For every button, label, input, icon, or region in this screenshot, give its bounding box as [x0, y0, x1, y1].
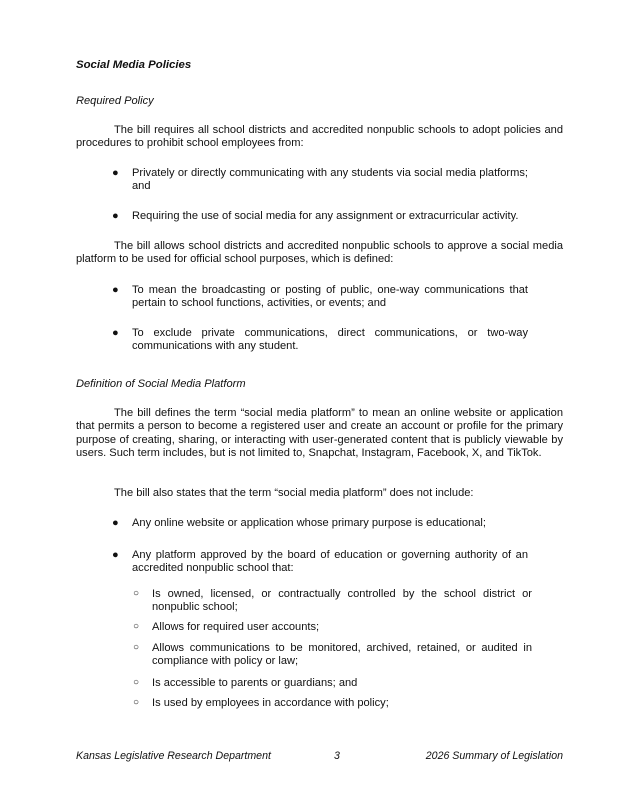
list-item	[112, 210, 528, 223]
definition-heading: Definition of Social Media Platform	[76, 378, 246, 390]
list-item	[112, 167, 528, 194]
bullet-marker: ●	[112, 327, 119, 339]
sub-list-item	[132, 588, 532, 615]
list-item	[112, 327, 528, 354]
definition-paragraph: The bill defines the term “social media platform” to mean an online website or application that permits a person to become a registered user and create an account or profile for the primary purpose of creating, sharing, or interacting with user-generated content that is publicly viewable by users. Such term includes, but is not limited to, Snapchat, Instagram, Facebook, X, and TikTok.	[76, 407, 563, 459]
list-item-text: Any online website or application whose primary purpose is educational;	[132, 517, 486, 529]
sub-list-item	[132, 677, 532, 690]
list-item	[112, 549, 528, 576]
bullet-marker: ●	[112, 284, 119, 296]
bullet-marker: ●	[112, 517, 119, 529]
sub-bullet-marker: ○	[133, 642, 140, 653]
list-item-text: Requiring the use of social media for any assignment or extracurricular activity.	[132, 210, 519, 222]
bullet-marker: ●	[112, 167, 119, 179]
sub-bullet-marker: ○	[133, 697, 140, 708]
page-number: 3	[334, 750, 340, 762]
sub-list-item	[132, 621, 532, 634]
document-page	[76, 0, 563, 804]
bullet-marker: ●	[112, 549, 119, 561]
required-policy-intro: The bill requires all school districts and accredited nonpublic schools to adopt policies and procedures to prohibit school employees from:	[76, 124, 563, 150]
exclusions-paragraph: The bill also states that the term “social media platform” does not include:	[114, 487, 474, 499]
sub-list-item-text: Is accessible to parents or guardians; and	[152, 677, 358, 689]
sub-list-item	[132, 697, 532, 710]
list-item-text: Privately or directly communicating with any students via social media platforms; and	[132, 167, 528, 193]
sub-bullet-marker: ○	[133, 588, 140, 599]
approve-paragraph: The bill allows school districts and accredited nonpublic schools to approve a social media platform to be used for official school purposes, which is defined:	[76, 240, 563, 266]
list-item	[112, 517, 528, 530]
sub-list-item-text: Allows for required user accounts;	[152, 621, 320, 633]
list-item-text: To mean the broadcasting or posting of public, one-way communications that pertain to school functions, activities, or events; and	[132, 284, 528, 310]
sub-list-item-text: Is owned, licensed, or contractually controlled by the school district or nonpublic school;	[152, 588, 532, 614]
sub-bullet-marker: ○	[133, 677, 140, 688]
list-item-text: Any platform approved by the board of education or governing authority of an accredited nonpublic school that:	[132, 549, 528, 575]
bullet-marker: ●	[112, 210, 119, 222]
required-policy-heading: Required Policy	[76, 95, 154, 107]
sub-bullet-marker: ○	[133, 621, 140, 632]
sub-list-item-text: Is used by employees in accordance with policy;	[152, 697, 389, 709]
list-item	[112, 284, 528, 311]
section-title: Social Media Policies	[76, 59, 192, 71]
sub-list-item	[132, 642, 532, 669]
footer-department: Kansas Legislative Research Department	[76, 750, 271, 762]
footer-publication: 2026 Summary of Legislation	[425, 750, 563, 762]
sub-list-item-text: Allows communications to be monitored, archived, retained, or audited in compliance with policy or law;	[152, 642, 532, 668]
list-item-text: To exclude private communications, direct communications, or two-way communications with any student.	[132, 327, 528, 353]
